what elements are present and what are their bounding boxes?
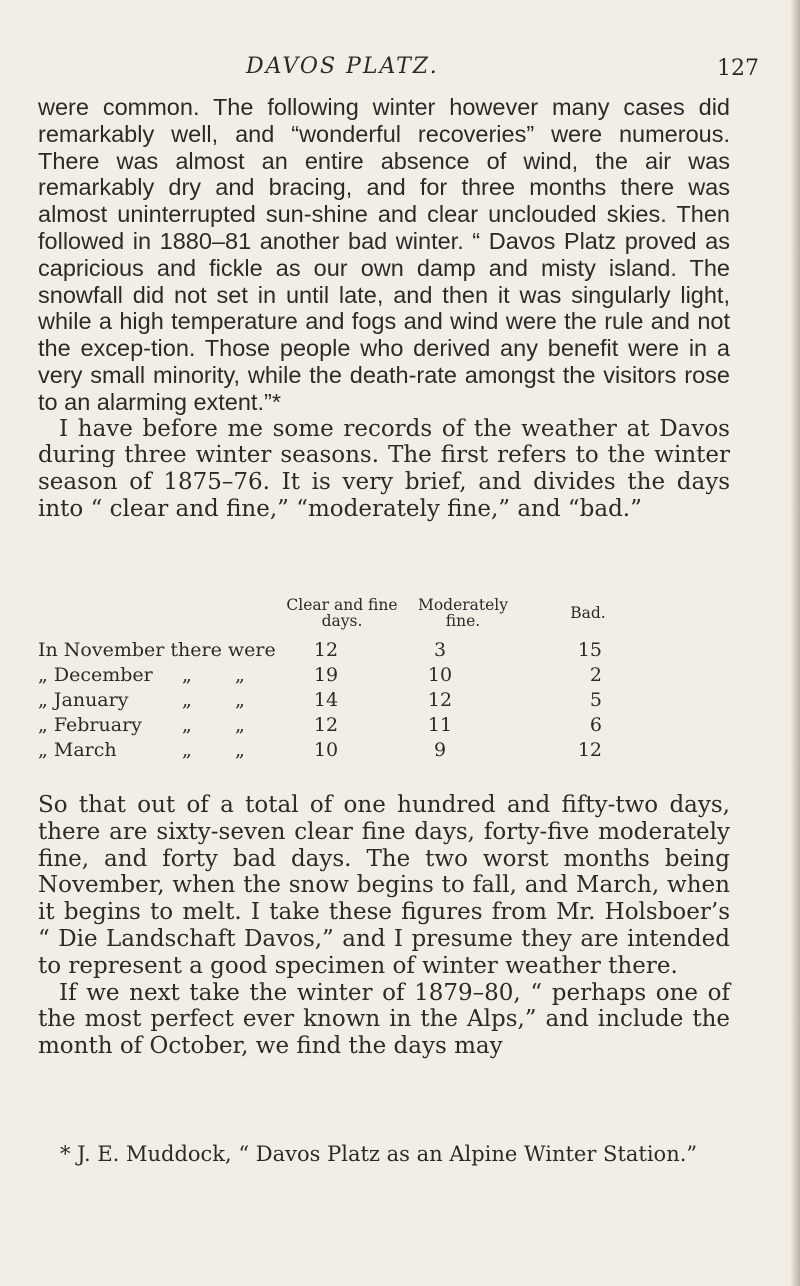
ditto-cell: „	[182, 739, 192, 761]
month-cell: In November there were	[38, 639, 276, 661]
moderate-cell: 11	[427, 714, 453, 736]
month-cell: „ December	[38, 664, 153, 686]
paragraph: I have before me some records of the weather at Davos during three winter seasons. The first refers to the winter season of 1875–76. It is very brief, and divides the days into “ clear and fine,” “moderately fine,” and “bad.”	[38, 415, 730, 522]
clear-cell: 12	[313, 639, 339, 661]
bad-cell: 2	[589, 664, 602, 686]
month-cell: „ January	[38, 689, 129, 711]
ditto-cell: „	[235, 714, 245, 736]
bad-cell: 15	[577, 639, 602, 661]
footnote: * J. E. Muddock, “ Davos Platz as an Alpine Winter Station.”	[60, 1142, 698, 1166]
ditto-cell: „	[182, 664, 192, 686]
clear-cell: 14	[313, 689, 339, 711]
bad-cell: 12	[577, 739, 602, 761]
paragraph: If we next take the winter of 1879–80, “ perhaps one of the most perfect ever known in the Alps,” and include the month of October, we find the days may	[38, 979, 730, 1060]
table-row	[38, 664, 738, 690]
month-cell: „ February	[38, 714, 142, 736]
body-text-bottom	[38, 792, 730, 1060]
page-number: 127	[717, 56, 759, 81]
ditto-cell: „	[235, 664, 245, 686]
table-row	[38, 689, 738, 715]
ditto-cell: „	[235, 689, 245, 711]
running-title: DAVOS PLATZ.	[246, 54, 439, 79]
bad-cell: 5	[589, 689, 602, 711]
clear-cell: 19	[313, 664, 339, 686]
clear-cell: 10	[313, 739, 339, 761]
clear-cell: 12	[313, 714, 339, 736]
moderate-cell: 3	[433, 639, 447, 661]
moderate-cell: 9	[433, 739, 447, 761]
bad-cell: 6	[589, 714, 602, 736]
table-row	[38, 639, 738, 665]
weather-table	[38, 597, 738, 767]
page-edge	[790, 0, 800, 1286]
column-header-bad: Bad.	[570, 604, 606, 622]
paragraph: So that out of a total of one hundred and fifty-two days, there are sixty-seven clear fine days, forty-five moderately fine, and forty bad days. The two worst months being November, when the snow begins to fall, and March, when it begins to melt. I take these figures from Mr. Holsboer’s “ Die Landschaft Davos,” and I presume they are intended to represent a good specimen of winter weather there.	[38, 792, 730, 979]
paragraph: were common. The following winter however many cases did remarkably well, and “wonderful recoveries” were numerous. There was almost an entire absence of wind, the air was remarkably dry and bracing, and for three months there was almost uninterrupted sun-shine and clear unclouded skies. Then followed in 1880–81 another bad winter. “ Davos Platz proved as capricious and fickle as our own damp and misty island. The snowfall did not set in until late, and then it was singularly light, while a high temperature and fogs and wind were the rule and not the excep-tion. Those people who derived any benefit were in a very small minority, while the death-rate amongst the visitors rose to an alarming extent.”*	[38, 94, 730, 415]
ditto-cell: „	[182, 689, 192, 711]
column-header-clear: Clear and fine days.	[286, 596, 398, 630]
ditto-cell: „	[235, 739, 245, 761]
moderate-cell: 10	[427, 664, 453, 686]
month-cell: „ March	[38, 739, 117, 761]
table-row	[38, 739, 738, 765]
column-header-moderate: Moderately fine.	[417, 596, 509, 630]
ditto-cell: „	[182, 714, 192, 736]
page-header	[0, 44, 800, 84]
body-text-top	[38, 94, 730, 523]
moderate-cell: 12	[427, 689, 453, 711]
table-row	[38, 714, 738, 740]
